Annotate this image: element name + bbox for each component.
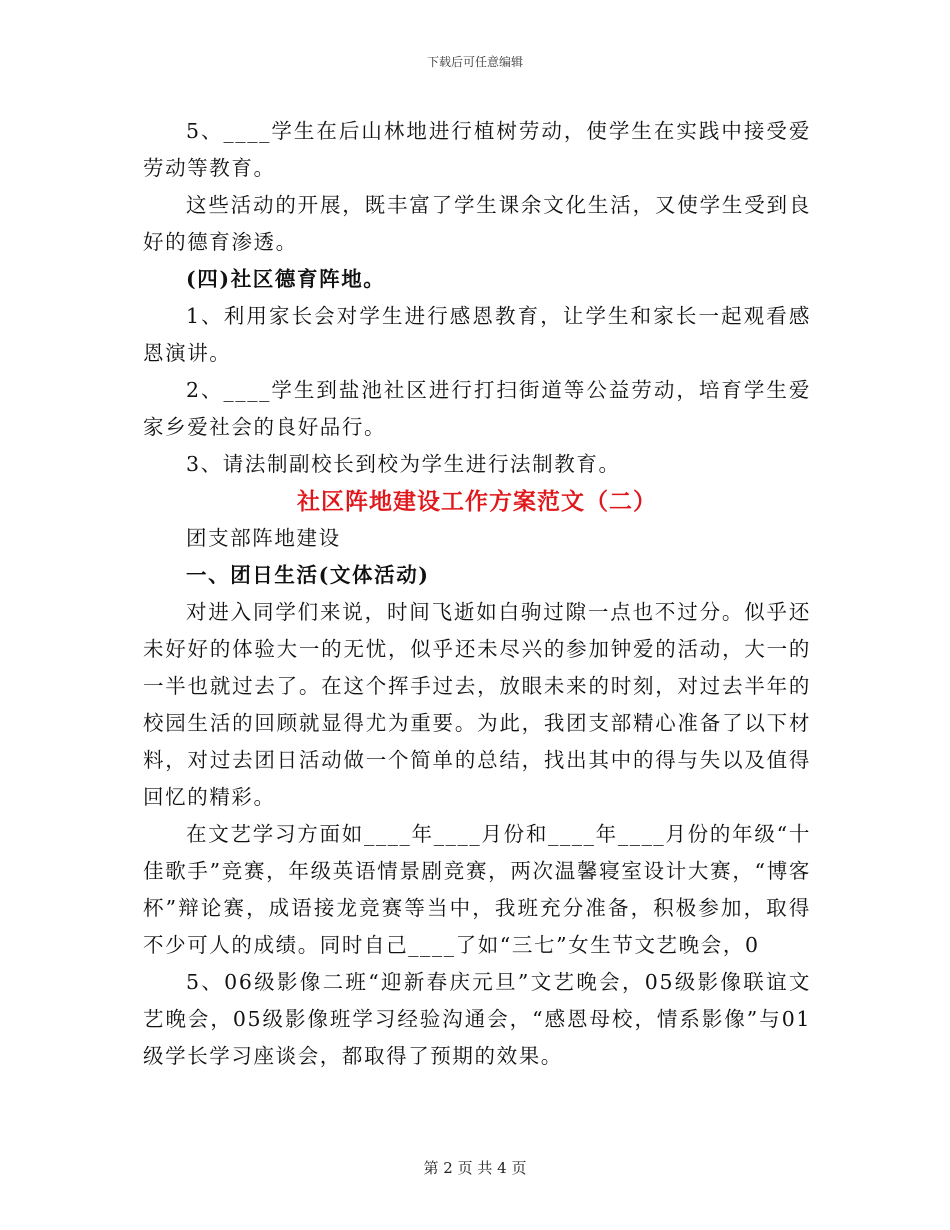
section-title: 社区阵地建设工作方案范文（二） (297, 488, 657, 515)
paragraph-summary: 这些活动的开展，既丰富了学生课余文化生活，又使学生受到良好的德育渗透。 (143, 193, 811, 254)
page-header: 下载后可任意编辑 (426, 55, 523, 69)
paragraph-item-3-legal-education: 3、请法制副校长到校为学生进行法制教育。 (186, 452, 621, 476)
heading-league-day-life: 一、团日生活(文体活动) (186, 563, 430, 587)
paragraph-item-1-parents-meeting: 1、利用家长会对学生进行感恩教育，让学生和家长一起观看感恩演讲。 (143, 304, 811, 365)
heading-community-moral-base: (四)社区德育阵地。 (186, 267, 386, 291)
paragraph-item-2-community-labor: 2、____学生到盐池社区进行打扫街道等公益劳动，培育学生爱家乡爱社会的良好品行。 (143, 378, 811, 439)
page-footer: 第 2 页 共 4 页 (423, 1159, 527, 1177)
paragraph-evening-parties: 5、06级影像二班“迎新春庆元旦”文艺晚会，05级影像联谊文艺晚会，05级影像班学习经验沟通会，“感恩母校，情系影像”与01级学长学习座谈会，都取得了预期的效果。 (143, 970, 811, 1068)
document-body (143, 113, 811, 1075)
paragraph-item-5-planting: 5、____学生在后山林地进行植树劳动，使学生在实践中接受爱劳动等教育。 (143, 119, 811, 180)
paragraph-arts-learning: 在文艺学习方面如____年____月份和____年____月份的年级“十佳歌手”竞赛，年级英语情景剧竞赛，两次温馨寝室设计大赛，“博客杯”辩论赛，成语接龙竞赛等当中，我班充分准备，积极参加，取得不少可人的成绩。同时自己____了如“三七”女生节文艺晚会，0 (143, 822, 811, 957)
paragraph-review: 对进入同学们来说，时间飞逝如白驹过隙一点也不过分。似乎还未好好的体验大一的无忧，似乎还未尽兴的参加钟爱的活动，大一的一半也就过去了。在这个挥手过去，放眼未来的时刻，对过去半年的校园生活的回顾就显得尤为重要。为此，我团支部精心准备了以下材料，对过去团日活动做一个简单的总结，找出其中的得与失以及值得回忆的精彩。 (143, 600, 811, 809)
paragraph-league-branch-base: 团支部阵地建设 (186, 526, 341, 550)
